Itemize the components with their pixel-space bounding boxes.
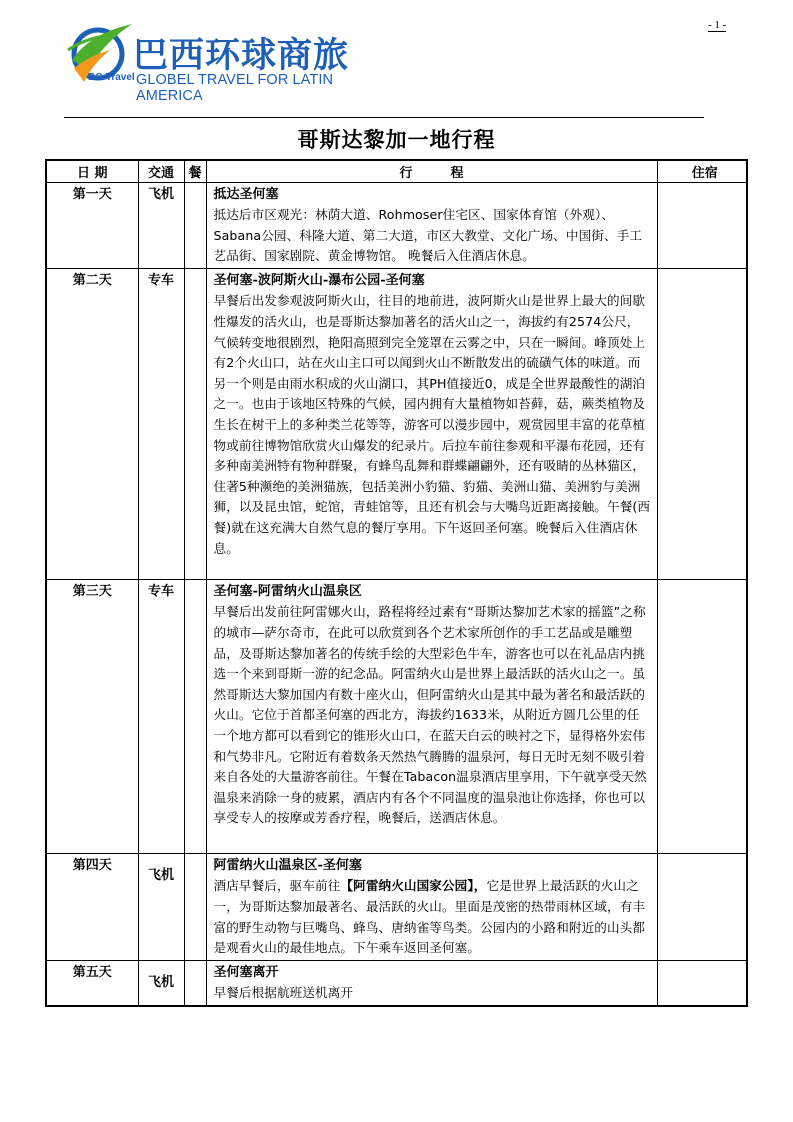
document-title: 哥斯达黎加一地行程 xyxy=(297,127,496,152)
day-cell: 第三天 xyxy=(46,579,138,853)
day-cell: 第二天 xyxy=(46,268,138,579)
stay-cell xyxy=(657,268,747,579)
meal-cell xyxy=(184,182,206,268)
itinerary-cell xyxy=(206,853,657,960)
itinerary-title: 阿雷纳火山温泉区-圣何塞 xyxy=(213,857,362,873)
brand-name-cn: 巴西环球商旅 xyxy=(133,36,350,76)
meal-cell xyxy=(184,960,206,1006)
transport-cell: 专车 xyxy=(138,579,184,853)
company-logo xyxy=(66,20,386,104)
itinerary-title: 抵达圣何塞 xyxy=(213,186,279,202)
transport-cell: 专车 xyxy=(138,268,184,579)
brand-name-en: GLOBEL TRAVEL FOR LATIN AMERICA xyxy=(136,72,334,104)
itinerary-title: 圣何塞-波阿斯火山-瀑布公园-圣何塞 xyxy=(213,272,425,288)
table-header-row xyxy=(46,160,747,182)
header-date: 日 期 xyxy=(46,160,138,182)
page-number: - 1 - xyxy=(708,19,727,31)
header-itinerary: 行程 xyxy=(206,160,657,182)
stay-cell xyxy=(657,853,747,960)
meal-cell xyxy=(184,268,206,579)
meal-cell xyxy=(184,853,206,960)
park-highlight: 【阿雷纳火山国家公园】， xyxy=(340,878,487,894)
itinerary-cell xyxy=(206,268,657,579)
itinerary-cell xyxy=(206,960,657,1006)
header-meal: 餐 xyxy=(184,160,206,182)
transport-cell: 飞机 xyxy=(138,182,184,268)
description-text: 酒店早餐后，驱车前往 xyxy=(213,878,341,894)
table-row xyxy=(46,182,747,268)
stay-cell xyxy=(657,579,747,853)
itinerary-title: 圣何塞离开 xyxy=(213,964,279,980)
itinerary-description xyxy=(214,876,651,958)
itinerary-description: 早餐后根据航班送机离开 xyxy=(213,985,354,1001)
table-row xyxy=(46,579,747,853)
table-row xyxy=(46,853,747,960)
itinerary-cell xyxy=(206,579,657,853)
header-transport: 交通 xyxy=(138,160,184,182)
header-stay: 住宿 xyxy=(657,160,747,182)
description-text: 它是世界上最活跃的火山之一，为哥斯达黎加最著名、最活跃的火山。里面是茂密的热带雨林区域，有丰富的野生动物与巨嘴鸟、蜂鸟、唐纳雀等鸟类。公园内的小路和附近的山头都是观看火山的最佳地点。下午乘车返回圣何塞。 xyxy=(213,878,646,956)
transport-cell: 飞机 xyxy=(138,853,184,960)
header-divider xyxy=(64,117,704,118)
itinerary-cell xyxy=(206,182,657,268)
transport-cell: 飞机 xyxy=(138,960,184,1006)
day-cell: 第四天 xyxy=(46,853,138,960)
table-row xyxy=(46,268,747,579)
stay-cell xyxy=(657,960,747,1006)
stay-cell xyxy=(657,182,747,268)
itinerary-title: 圣何塞-阿雷纳火山温泉区 xyxy=(213,583,362,599)
itinerary-description: 抵达后市区观光：林荫大道、Rohmoser住宅区、国家体育馆（外观）、Sabana公园、科隆大道、第二大道，市区大教堂、文化广场、中国街、手工艺品街、国家剧院、黄金博物馆。 晚餐后入住酒店休息。 xyxy=(213,207,643,264)
table-row xyxy=(46,960,747,1006)
logo-short-name: BG Travel xyxy=(88,72,135,83)
itinerary-description: 早餐后出发前往阿雷娜火山，路程将经过素有“哥斯达黎加艺术家的摇篮”之称的城市—萨尔奇市，在此可以欣赏到各个艺术家所创作的手工艺品或是雕塑品，及哥斯达黎加著名的传统手绘的大型彩色牛车，游客也可以在礼品店内挑选一个来到哥斯一游的纪念品。阿雷纳火山是世界上最活跃的活火山之一。虽然哥斯达大黎加国内有数十座火山，但阿雷纳火山是其中最为著名和最活跃的火山。它位于首都圣何塞的西北方，海拔约1633米，从附近方圆几公里的任一个地方都可以看到它的锥形火山口，在蓝天白云的映衬之下，显得格外宏伟和气势非凡。它附近有着数条天然热气腾腾的温泉河，每日无时无刻不吸引着来自各处的大量游客前往。午餐在Tabacon温泉酒店里享用，下午就享受天然温泉来消除一身的疲累，酒店内有各个不同温度的温泉池让你选择，你也可以享受专人的按摩或芳香疗程，晚餐后，送酒店休息。 xyxy=(213,604,647,826)
meal-cell xyxy=(184,579,206,853)
day-cell: 第五天 xyxy=(46,960,138,1006)
itinerary-description: 早餐后出发参观波阿斯火山，往目的地前进，波阿斯火山是世界上最大的间歇性爆发的活火山，也是哥斯达黎加著名的活火山之一，海拔约有2574公尺，气候转变地很剧烈，艳阳高照到完全笼罩在云雾之中，只在一瞬间。峰顶处上有2个火山口，站在火山主口可以闻到火山不断散发出的硫磺气体的味道。而另一个则是由雨水积成的火山湖口，其PH值接近0，成是全世界最酸性的湖泊之一。也由于该地区特殊的气候，园内拥有大量植物如苔藓，菇，蕨类植物及生长在树干上的多种类兰花等等，游客可以漫步园中，观赏园里丰富的花草植物或前往博物馆欣赏火山爆发的纪录片。后拉车前往参观和平瀑布花园，还有多种南美洲特有物种群聚，有蜂鸟乱舞和群蝶翩翩外，还有吸睛的丛林猫区，住著5种濒绝的美洲猫族，包括美洲小豹猫、豹猫、美洲山猫、美洲豹与美洲狮，以及昆虫馆，蛇馆，青蛙馆等，且还有机会与大嘴鸟近距离接触。午餐(西餐)就在这充满大自然气息的餐厅享用。下午返回圣何塞。晚餐后入住酒店休息。 xyxy=(213,293,651,556)
day-cell: 第一天 xyxy=(46,182,138,268)
itinerary-table xyxy=(45,159,748,1007)
